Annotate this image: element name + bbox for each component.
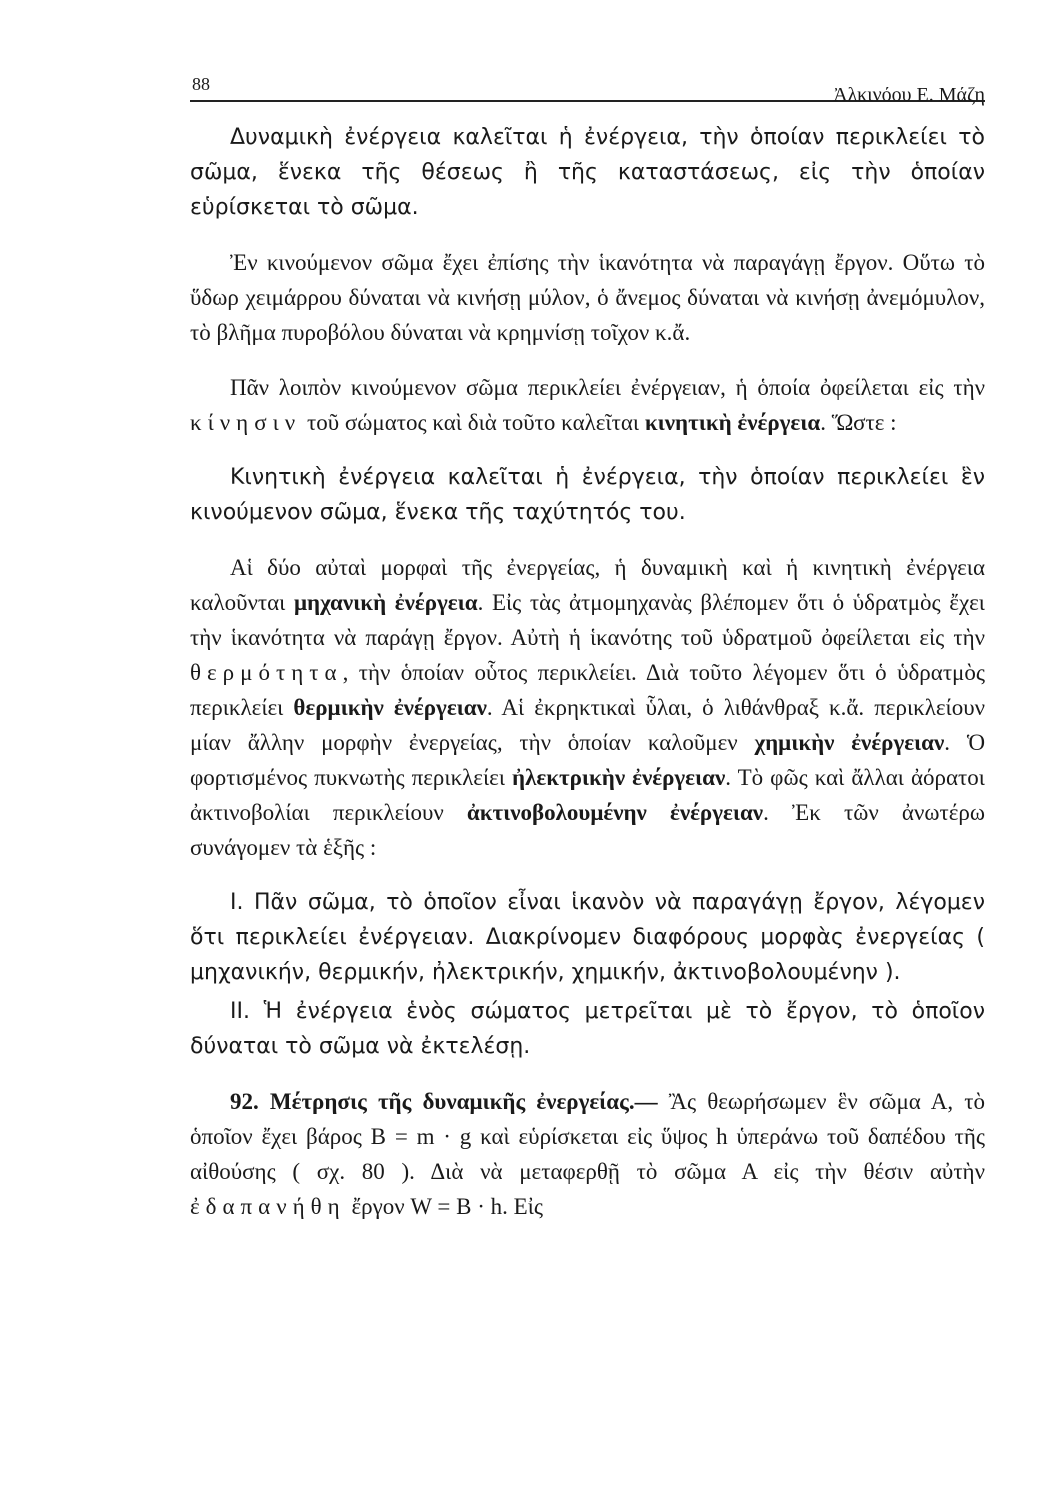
header-author: Ἀλκινόου Ε. Μάζη	[833, 84, 985, 106]
text-run: . Εἰς τὰς ἀτμομηχανὰς βλέπομεν ὅτι ὁ ὑδρατμὸς ἔχει τὴν ἱκανότητα νὰ παράγῃ ἔργον. Αὐτὴ ἡ ἱκανότης τοῦ ὑδρατμοῦ ὀφείλεται εἰς τὴν	[190, 590, 985, 650]
bold-term: μηχανικὴ ἐνέργεια	[294, 590, 478, 615]
text-run: Πᾶν λοιπὸν κινούμενον σῶμα περικλείει ἐνέργειαν, ἡ ὁποία ὀφείλεται εἰς τὴν	[230, 375, 985, 400]
bold-term: ἀκτινοβολουμένην ἐνέργειαν	[466, 800, 764, 825]
text-run: . Ἐκ τῶν ἀνωτέρω συνάγομεν τὰ ἑξῆς :	[190, 800, 986, 860]
text-run: Ἂς θεωρήσωμεν ἓν σῶμα Α, τὸ ὁποῖον ἔχει βάρος Β = m · g καὶ εὑρίσκεται εἰς ὕψος h ὑπεράνω τοῦ δαπέδου τῆς αἰθούσης ( σχ. 80 ). Διὰ νὰ μεταφερθῇ τὸ σῶμα Α εἰς τὴν θέσιν αὐτὴν	[190, 1089, 986, 1184]
body-text	[190, 120, 985, 1224]
bold-term: χημικὴν ἐνέργειαν	[754, 730, 945, 755]
bold-term: ἠλεκτρικὴν ἐνέργειαν	[512, 765, 726, 790]
summary-item-2: II. Ἡ ἐνέργεια ἑνὸς σώματος μετρεῖται μὲ τὸ ἔργον, τὸ ὁποῖον δύναται τὸ σῶμα νὰ ἐκτελέσῃ.	[190, 999, 985, 1059]
paragraph-moving-body: Ἐν κινούμενον σῶμα ἔχει ἐπίσης τὴν ἱκανότητα νὰ παραγάγῃ ἔργον. Οὕτω τὸ ὕδωρ χειμάρρου δύναται νὰ κινήσῃ μύλον, ὁ ἄνεμος δύναται νὰ κινήσῃ ἀνεμόμυλον, τὸ βλῆμα πυροβόλου δύναται νὰ κρημνίσῃ τοῖχον κ.ἄ.	[190, 250, 985, 345]
text-run: Αἱ δύο αὐταὶ μορφαὶ τῆς ἐνεργείας, ἡ δυναμικὴ καὶ ἡ κινητικὴ ἐνέργεια καλοῦνται	[190, 555, 985, 615]
text-run: , τὴν ὁποίαν οὗτος περικλείει. Διὰ τοῦτο λέγομεν ὅτι ὁ ὑδρατμὸς περικλείει	[190, 660, 985, 720]
definition-kinetic-energy: Κινητικὴ ἐνέργεια καλεῖται ἡ ἐνέργεια, τὴν ὁποίαν περικλείει ἓν κινούμενον σῶμα, ἕνεκα τῆς ταχύτητός του.	[190, 465, 985, 525]
paragraph-energy-forms	[190, 550, 985, 865]
definition-potential-energy: Δυναμικὴ ἐνέργεια καλεῖται ἡ ἐνέργεια, τὴν ὁποίαν περικλείει τὸ σῶμα, ἕνεκα τῆς θέσεως ἢ τῆς καταστάσεως, εἰς τὴν ὁποίαν εὑρίσκεται τὸ σῶμα.	[190, 125, 985, 220]
text-run: ἔργον W = B · h. Εἰς	[345, 1194, 543, 1219]
section-92	[190, 1084, 985, 1224]
page-number: 88	[192, 74, 210, 94]
spaced-term: ἐδαπανήθη	[190, 1194, 346, 1219]
text-run: . Τὸ φῶς καὶ ἄλλαι ἀόρατοι ἀκτινοβολίαι περικλείουν	[190, 765, 985, 825]
text-run: . Ὥστε :	[820, 410, 897, 435]
text-run: . Ὁ φορτισμένος πυκνωτὴς περικλείει	[190, 730, 986, 790]
running-header	[190, 70, 985, 106]
spaced-term: θερμότητα	[190, 660, 343, 685]
bold-term: θερμικὴν ἐνέργειαν	[293, 695, 487, 720]
text-run: . Αἱ ἐκρηκτικαὶ ὗλαι, ὁ λιθάνθραξ κ.ἄ. περικλείουν μίαν ἄλλην μορφὴν ἐνεργείας, τὴν ὁποίαν καλοῦμεν	[190, 695, 986, 755]
text-run: τοῦ σώματος καὶ διὰ τοῦτο καλεῖται	[301, 410, 645, 435]
bold-term: κινητικὴ ἐνέργεια	[644, 410, 821, 435]
spaced-term: κίνησιν	[190, 410, 302, 435]
summary-item-1: I. Πᾶν σῶμα, τὸ ὁποῖον εἶναι ἱκανὸν νὰ παραγάγῃ ἔργον, λέγομεν ὅτι περικλείει ἐνέργειαν. Διακρίνομεν διαφόρους μορφὰς ἐνεργείας ( μηχανικήν, θερμικήν, ἠλεκτρικήν, χημικήν, ἀκτινοβολουμένην ).	[190, 890, 985, 985]
section-heading: 92. Μέτρησις τῆς δυναμικῆς ἐνεργείας.—	[230, 1089, 658, 1114]
paragraph-kinetic-intro	[190, 370, 985, 440]
